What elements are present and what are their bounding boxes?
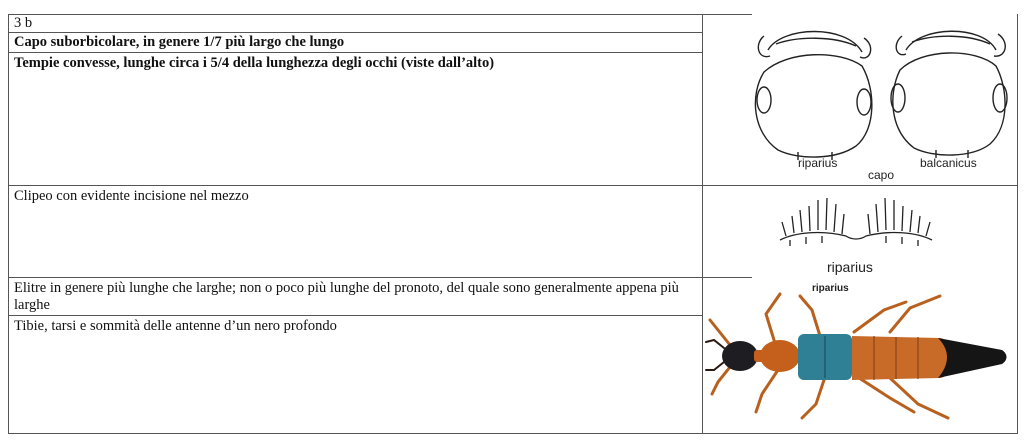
couplet-number: 3 b xyxy=(14,15,33,31)
head-right-label: balcanicus xyxy=(920,156,977,170)
beetle-abdomen-tip xyxy=(938,338,1007,378)
head-caption: capo xyxy=(868,168,895,182)
key-row-clypeus: Clipeo con evidente incisione nel mezzo xyxy=(14,188,249,204)
row-divider-4 xyxy=(8,277,752,278)
table-bottom-border xyxy=(8,433,1018,434)
beetle-pronotum xyxy=(760,340,800,372)
row-divider-2 xyxy=(8,52,703,53)
beetle-label: riparius xyxy=(812,283,849,294)
clypeus-drawing xyxy=(776,190,936,256)
beetle-abdomen xyxy=(852,336,952,380)
key-row-elytra: Elitre in genere più lunghe che larghe; non o poco più lunghe del pronoto, del quale sono generalmente appena più larghe xyxy=(14,280,679,313)
head-riparius-drawing xyxy=(755,32,871,161)
key-row-head-shape: Capo suborbicolare, in genere 1/7 più largo che lungo xyxy=(14,34,345,50)
head-balcanicus-drawing xyxy=(891,31,1007,158)
table-right-border xyxy=(1017,14,1018,434)
table-column-divider xyxy=(702,14,703,434)
head-left-label: riparius xyxy=(798,156,838,170)
row-divider-5 xyxy=(8,315,703,316)
clypeus-label: riparius xyxy=(827,259,873,275)
key-row-tibiae: Tibie, tarsi e sommità delle antenne d’un nero profondo xyxy=(14,318,337,334)
key-row-temples: Tempie convesse, lunghe circa i 5/4 della lunghezza degli occhi (viste dall’alto) xyxy=(14,55,495,71)
beetle-photo xyxy=(704,290,1016,432)
table-top-border xyxy=(8,14,752,15)
row-divider-1 xyxy=(8,32,703,33)
beetle-head xyxy=(722,341,758,371)
table-left-border xyxy=(8,14,9,434)
